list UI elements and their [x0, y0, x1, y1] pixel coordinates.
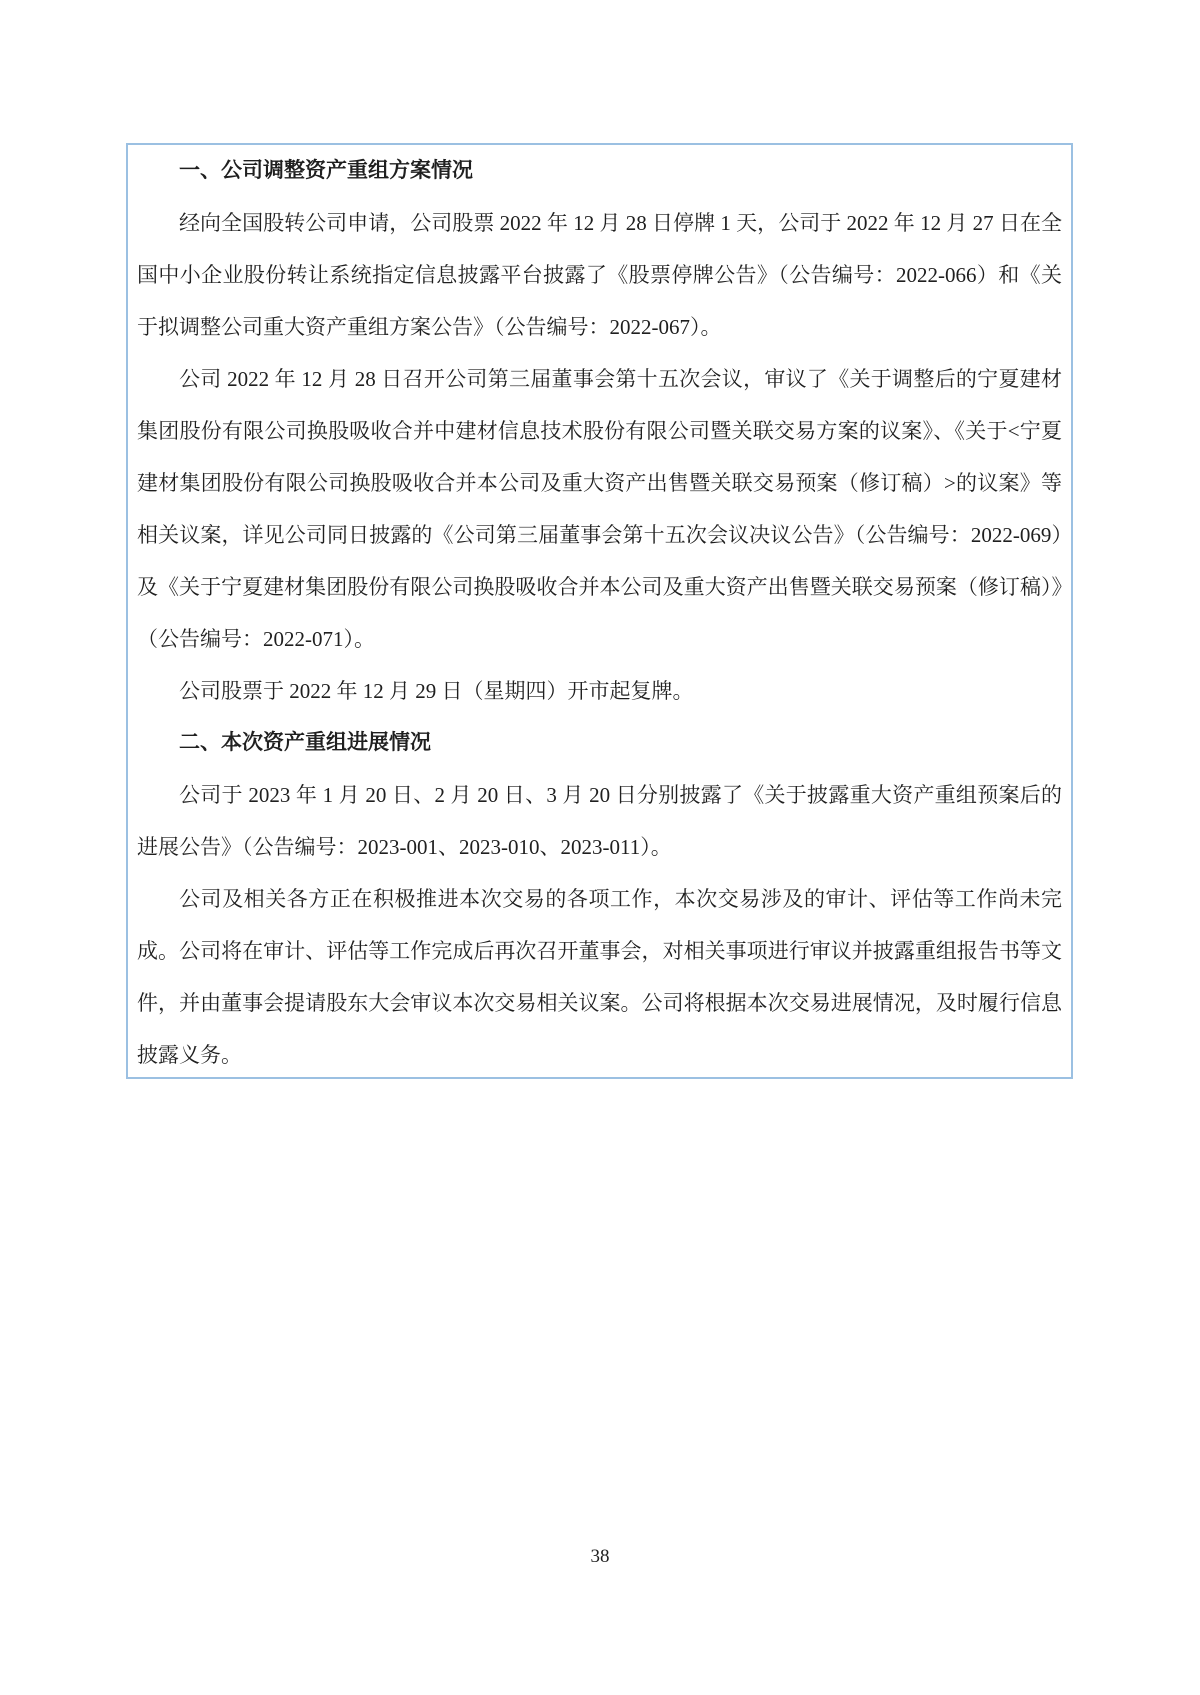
section-2-heading: 二、本次资产重组进展情况 — [179, 731, 431, 754]
section-2-paragraph-2: 公司及相关各方正在积极推进本次交易的各项工作，本次交易涉及的审计、评估等工作尚未完成。公司将在审计、评估等工作完成后再次召开董事会，对相关事项进行审议并披露重组报告书等文件，并由董事会提请股东大会审议本次交易相关议案。公司将根据本次交易进展情况，及时履行信息披露义务。 — [137, 887, 1062, 1067]
section-1-paragraph-1: 经向全国股转公司申请，公司股票 2022 年 12 月 28 日停牌 1 天，公司于 2022 年 12 月 27 日在全国中小企业股份转让系统指定信息披露平台披露了《股票停牌公告》（公告编号：2022-066）和《关于拟调整公司重大资产重组方案公告》（公告编号：2022-067）。 — [137, 211, 1062, 339]
announcement-box — [126, 143, 1073, 1079]
section-1-heading: 一、公司调整资产重组方案情况 — [179, 159, 473, 182]
page-number: 38 — [590, 1546, 610, 1567]
section-2-paragraph-1: 公司于 2023 年 1 月 20 日、2 月 20 日、3 月 20 日分别披露了《关于披露重大资产重组预案后的进展公告》（公告编号：2023-001、2023-010、2023-011）。 — [137, 783, 1062, 859]
section-1-paragraph-2: 公司 2022 年 12 月 28 日召开公司第三届董事会第十五次会议，审议了《关于调整后的宁夏建材集团股份有限公司换股吸收合并中建材信息技术股份有限公司暨关联交易方案的议案》、《关于<宁夏建材集团股份有限公司换股吸收合并本公司及重大资产出售暨关联交易预案（修订稿）>的议案》等相关议案，详见公司同日披露的《公司第三届董事会第十五次会议决议公告》（公告编号：2022-069）及《关于宁夏建材集团股份有限公司换股吸收合并本公司及重大资产出售暨关联交易预案（修订稿）》（公告编号：2022-071）。 — [137, 367, 1062, 651]
section-1-paragraph-3: 公司股票于 2022 年 12 月 29 日（星期四）开市起复牌。 — [179, 679, 694, 703]
